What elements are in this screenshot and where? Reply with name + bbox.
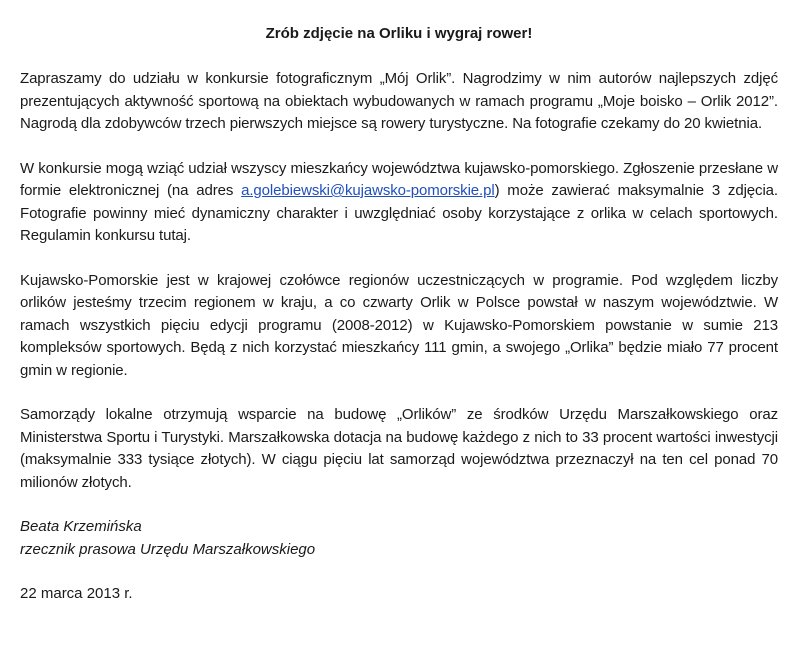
paragraph-contest-rules-text-after: ) może zawierać maksymalnie 3 zdjęcia. Fotografie powinny mieć dynamiczny charakter i uwzględniać osoby korzystające z orlika w celach sportowych. Regulamin konkursu tutaj. xyxy=(20,182,778,244)
paragraph-contest-rules xyxy=(20,158,778,248)
signature-name: Beata Krzemińska xyxy=(20,518,142,535)
paragraph-contest-rules-text-before: W konkursie mogą wziąć udział wszyscy mieszkańcy województwa kujawsko-pomorskiego. Zgłoszenie przesłane w formie elektronicznej (na adres xyxy=(20,159,778,199)
email-link[interactable]: a.golebiewski@kujawsko-pomorskie.pl xyxy=(241,182,495,199)
paragraph-funding: Samorządy lokalne otrzymują wsparcie na budowę „Orlików” ze środków Urzędu Marszałkowskiego oraz Ministerstwa Sportu i Turystyki. Marszałkowska dotacja na budowę każdego z nich to 33 procent wartości inwestycji (maksymalnie 333 tysiące złotych). W ciągu pięciu lat samorząd województwa przeznaczył na ten cel ponad 70 milionów złotych. xyxy=(20,406,778,491)
paragraph-region-stats: Kujawsko-Pomorskie jest w krajowej czołówce regionów uczestniczących w programie. Pod względem liczby orlików jesteśmy trzecim regionem w kraju, a co czwarty Orlik w Polsce powstał w naszym województwie. W ramach wszystkich pięciu edycji programu (2008-2012) w Kujawsko-Pomorskiem powstanie w sumie 213 kompleksów sportowych. Będą z nich korzystać mieszkańcy 111 gmin, a swojego „Orlika” będzie miało 77 procent gmin w regionie. xyxy=(20,271,778,379)
publication-date: 22 marca 2013 r. xyxy=(20,585,133,602)
article-title: Zrób zdjęcie na Orliku i wygraj rower! xyxy=(265,25,533,42)
paragraph-contest-invitation: Zapraszamy do udziału w konkursie fotograficznym „Mój Orlik”. Nagrodzimy w nim autorów najlepszych zdjęć prezentujących aktywność sportową na obiektach wybudowanych w ramach programu „Moje boisko – Orlik 2012”. Nagrodą dla zdobywców trzech pierwszych miejsce są rowery turystyczne. Na fotografie czekamy do 20 kwietnia. xyxy=(20,70,778,132)
signature-role: rzecznik prasowa Urzędu Marszałkowskiego xyxy=(20,540,316,558)
signature-block xyxy=(20,516,778,561)
